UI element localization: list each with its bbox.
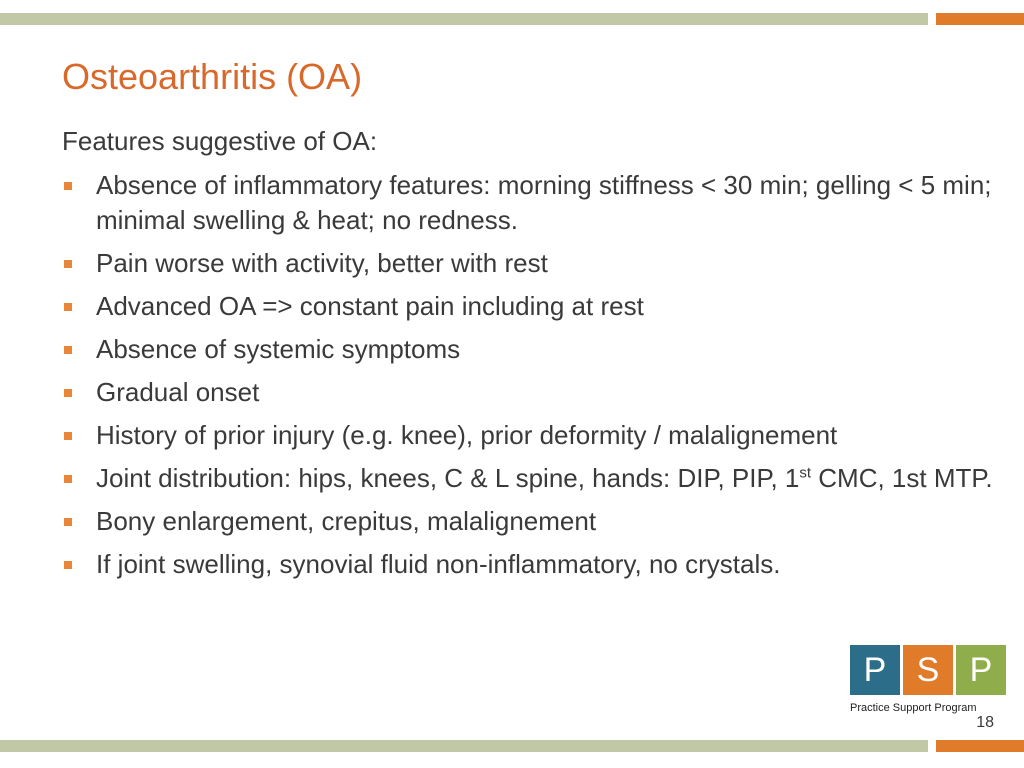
bullet-square-icon bbox=[64, 475, 72, 483]
list-item bbox=[62, 289, 1002, 324]
top-orange-bar bbox=[936, 13, 1024, 25]
intro-text: Features suggestive of OA: bbox=[62, 126, 378, 156]
list-item bbox=[62, 375, 1002, 410]
list-item bbox=[62, 168, 1002, 238]
bullet-text: Absence of inflammatory features: morning stiffness < 30 min; gelling < 5 min; minimal swelling & heat; no redness. bbox=[96, 170, 992, 235]
bullet-text: If joint swelling, synovial fluid non-inflammatory, no crystals. bbox=[96, 549, 781, 579]
bullet-square-icon bbox=[64, 346, 72, 354]
bullet-text: Absence of systemic symptoms bbox=[96, 334, 461, 364]
logo-caption: Practice Support Program bbox=[850, 702, 977, 714]
bottom-olive-bar bbox=[0, 740, 928, 752]
bullet-square-icon bbox=[64, 561, 72, 569]
list-item bbox=[62, 461, 1002, 496]
bullet-square-icon bbox=[64, 303, 72, 311]
logo-tiles bbox=[850, 645, 1012, 695]
bullet-square-icon bbox=[64, 518, 72, 526]
bullet-text: Pain worse with activity, better with rest bbox=[96, 248, 548, 278]
bullet-square-icon bbox=[64, 432, 72, 440]
bullet-square-icon bbox=[64, 260, 72, 268]
bullet-text: History of prior injury (e.g. knee), prior deformity / malalignement bbox=[96, 420, 838, 450]
list-item bbox=[62, 246, 1002, 281]
list-item bbox=[62, 418, 1002, 453]
logo-tile-p1: P bbox=[850, 645, 900, 695]
list-item bbox=[62, 504, 1002, 539]
bullet-text: Bony enlargement, crepitus, malalignement bbox=[96, 506, 597, 536]
bullet-text: Advanced OA => constant pain including at rest bbox=[96, 291, 644, 321]
bullet-text-part: CMC, 1st MTP. bbox=[811, 463, 993, 493]
page-number: 18 bbox=[976, 714, 994, 731]
list-item bbox=[62, 547, 1002, 582]
bullet-text-part: Joint distribution: hips, knees, C & L spine, hands: DIP, PIP, 1 bbox=[96, 463, 800, 493]
logo-tile-s: S bbox=[903, 645, 953, 695]
psp-logo bbox=[850, 645, 1012, 714]
bullet-text: Gradual onset bbox=[96, 377, 260, 407]
bullet-list bbox=[62, 168, 1002, 590]
bullet-square-icon bbox=[64, 389, 72, 397]
top-olive-bar bbox=[0, 13, 928, 25]
slide-title: Osteoarthritis (OA) bbox=[62, 56, 363, 97]
bottom-orange-bar bbox=[936, 740, 1024, 752]
logo-tile-p2: P bbox=[956, 645, 1006, 695]
bullet-square-icon bbox=[64, 182, 72, 190]
list-item bbox=[62, 332, 1002, 367]
superscript: st bbox=[799, 464, 812, 482]
